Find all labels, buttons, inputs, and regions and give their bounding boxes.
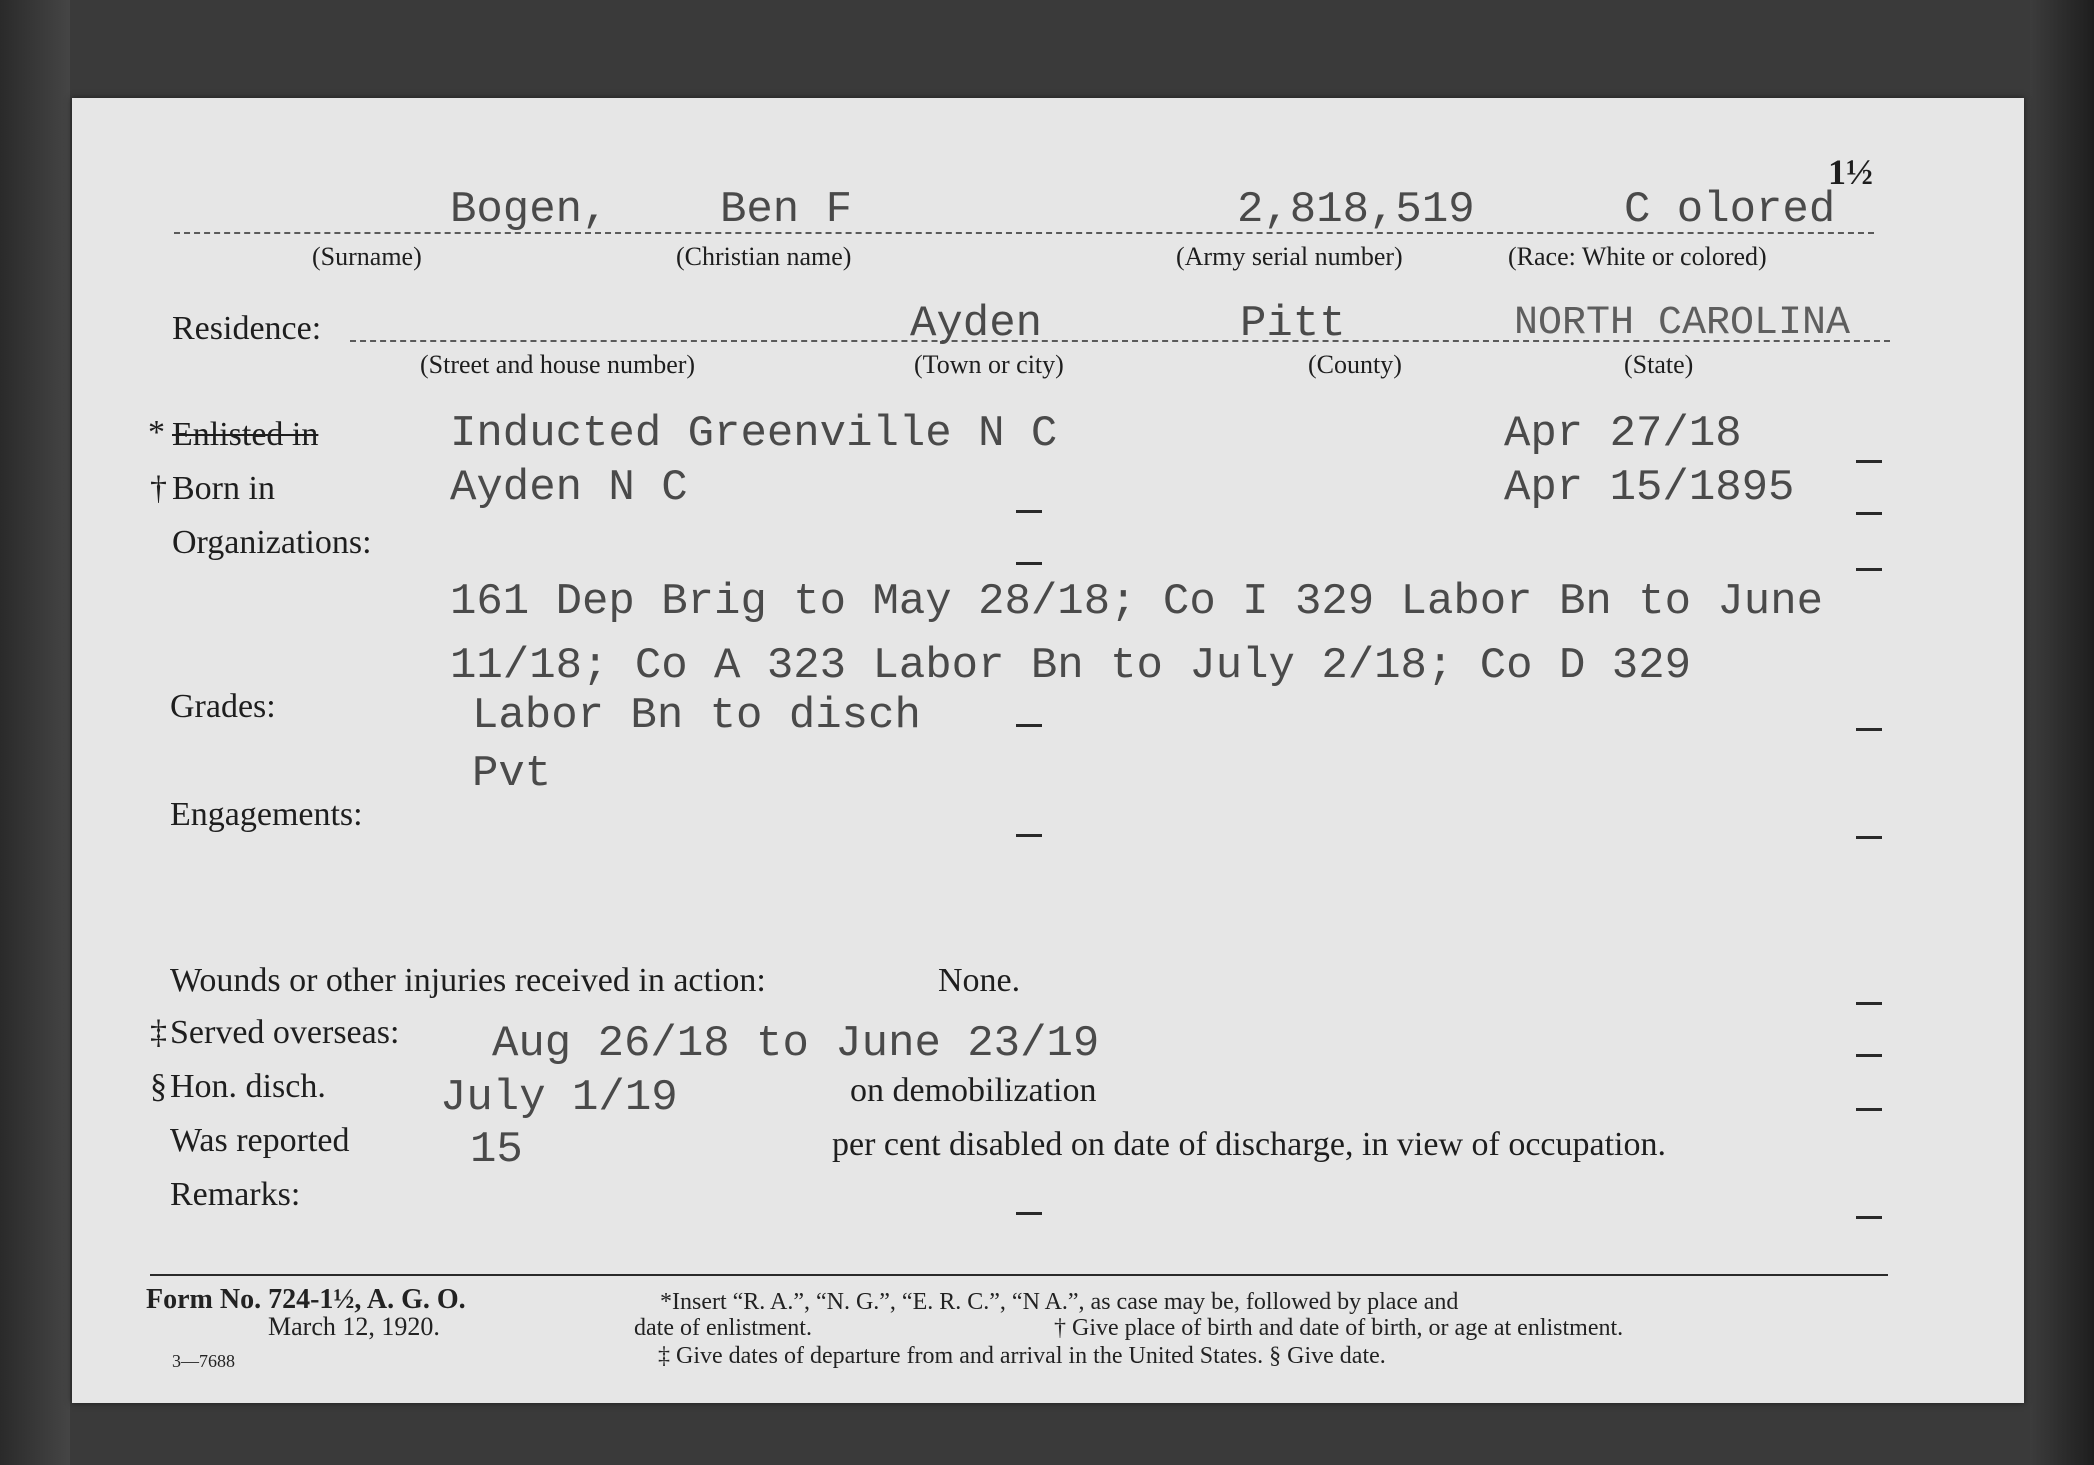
scan-background-left (0, 0, 70, 1465)
reported-label: Was reported (170, 1122, 350, 1159)
scan-background-right (2030, 0, 2094, 1465)
remarks-label: Remarks: (170, 1176, 301, 1213)
organizations-label: Organizations: (172, 524, 372, 561)
surname-value: Bogen, (450, 185, 609, 235)
dash (1856, 1054, 1882, 1057)
enlisted-mark: * (148, 414, 165, 451)
engagements-label: Engagements: (170, 796, 363, 833)
service-record-card (72, 98, 2024, 1403)
dash (1016, 1212, 1042, 1215)
residence-label: Residence: (172, 310, 322, 347)
inducted-date: Apr 27/18 (1504, 409, 1742, 459)
demobilization-text: on demobilization (850, 1072, 1097, 1109)
form-date: March 12, 1920. (268, 1312, 440, 1341)
dash (1856, 728, 1882, 731)
residence-town: Ayden (910, 299, 1043, 349)
inducted-value: Inducted Greenville N C (450, 409, 1058, 459)
dash (1856, 1216, 1882, 1219)
dash (1016, 724, 1042, 727)
born-place: Ayden N C (450, 463, 688, 513)
born-mark: † (150, 470, 167, 507)
residence-state: NORTH CAROLINA (1514, 301, 1851, 346)
grade-value: Pvt (472, 749, 552, 799)
serial-caption: (Army serial number) (1176, 242, 1403, 271)
dash (1856, 1002, 1882, 1005)
disch-label: Hon. disch. (170, 1068, 326, 1105)
footnote-line-1: *Insert “R. A.”, “N. G.”, “E. R. C.”, “N A.”, as case may be, followed by place and (660, 1289, 1459, 1315)
dash (1856, 1108, 1882, 1111)
wounds-label: Wounds or other injuries received in action: (170, 962, 766, 999)
surname-caption: (Surname) (312, 242, 422, 271)
organizations-line-3: Labor Bn to disch (472, 691, 921, 741)
organizations-line-1: 161 Dep Brig to May 28/18; Co I 329 Labor Bn to June (450, 577, 1824, 627)
dash (1856, 836, 1882, 839)
christian-name-value: Ben F (720, 185, 853, 235)
footnote-line-2a: date of enlistment. (634, 1315, 812, 1341)
form-number: Form No. 724-1½, A. G. O. (146, 1284, 466, 1315)
overseas-value: Aug 26/18 to June 23/19 (492, 1019, 1100, 1069)
overseas-mark: ‡ (150, 1014, 167, 1051)
dash (1016, 834, 1042, 837)
residence-county: Pitt (1240, 299, 1346, 349)
serial-number-value: 2,818,519 (1237, 185, 1475, 235)
dash (1856, 568, 1882, 571)
header-dotted-line (174, 232, 1874, 234)
percent-value: 15 (470, 1125, 523, 1175)
footer-rule (150, 1274, 1888, 1276)
town-caption: (Town or city) (914, 350, 1064, 379)
dash (1016, 510, 1042, 513)
dash (1856, 460, 1882, 463)
christian-name-caption: (Christian name) (676, 242, 852, 271)
footnote-line-2b: † Give place of birth and date of birth, or age at enlistment. (1054, 1315, 1624, 1341)
overseas-label: Served overseas: (170, 1014, 400, 1051)
born-date: Apr 15/1895 (1504, 463, 1795, 513)
race-caption: (Race: White or colored) (1508, 242, 1767, 271)
form-code: 3—7688 (172, 1351, 235, 1371)
street-caption: (Street and house number) (420, 350, 696, 379)
race-value: C olored (1624, 185, 1836, 235)
wounds-value: None. (938, 962, 1021, 999)
born-label: Born in (172, 470, 275, 507)
disch-mark: § (150, 1068, 167, 1105)
county-caption: (County) (1308, 350, 1402, 379)
grades-label: Grades: (170, 688, 276, 725)
footnote-line-3: ‡ Give dates of departure from and arrival in the United States. § Give date. (658, 1343, 1386, 1369)
dash (1856, 512, 1882, 515)
disabled-text: per cent disabled on date of discharge, in view of occupation. (832, 1126, 1666, 1163)
disch-date: July 1/19 (440, 1073, 678, 1123)
enlisted-label: Enlisted in (172, 416, 319, 453)
organizations-line-2: 11/18; Co A 323 Labor Bn to July 2/18; Co D 329 (450, 641, 1692, 691)
dash (1016, 562, 1042, 565)
page-number: 1½ (1828, 152, 1873, 192)
state-caption: (State) (1624, 350, 1694, 379)
